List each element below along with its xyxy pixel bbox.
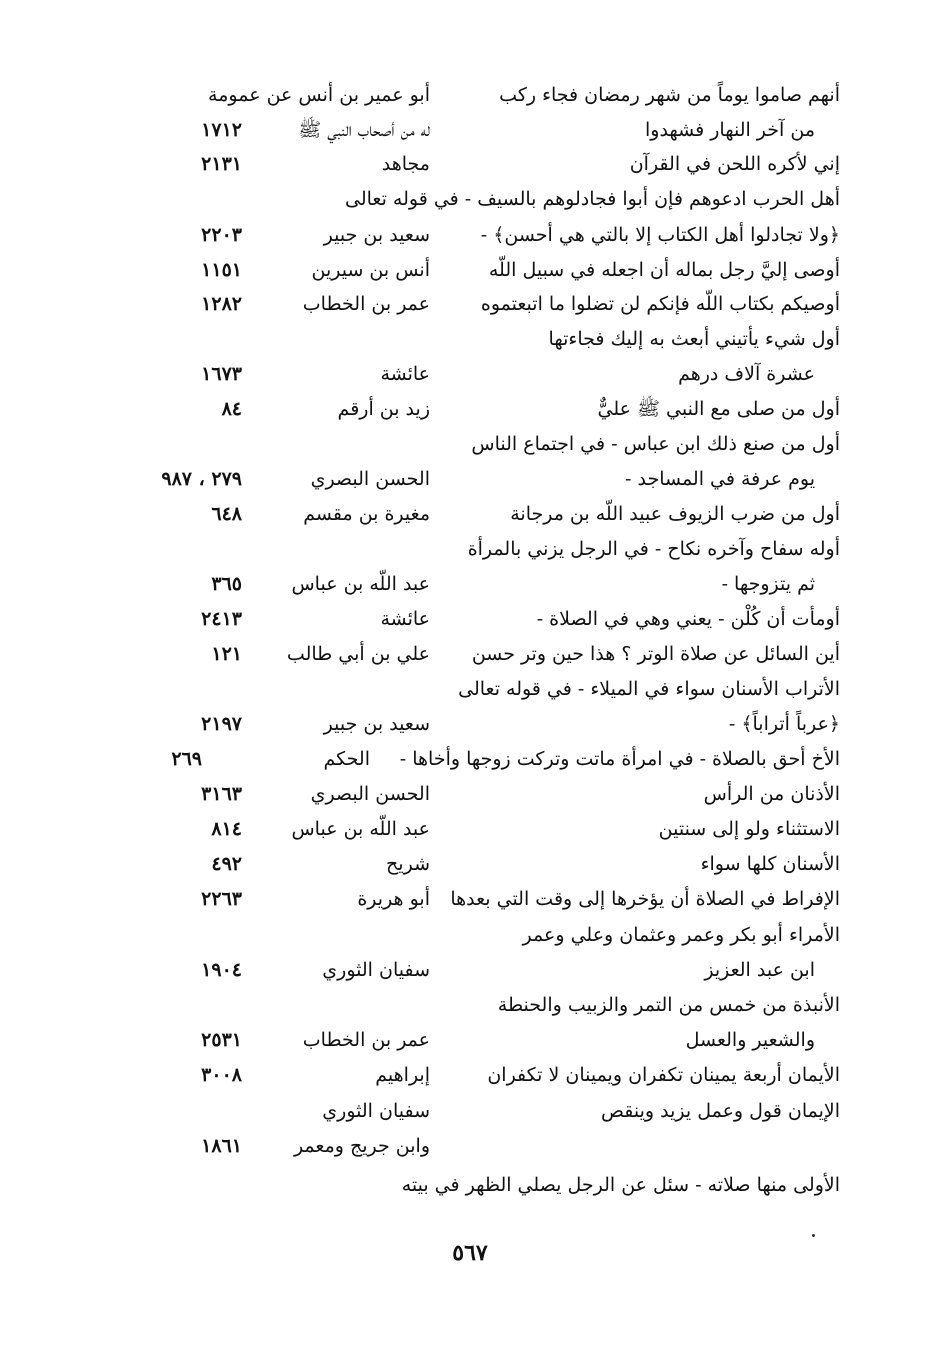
- index-entry: [0, 849, 940, 879]
- hadith-number: ٣٠٠٨: [201, 1064, 242, 1086]
- hadith-number: ١٧١٢: [201, 119, 242, 141]
- index-entry: [0, 990, 940, 1020]
- hadith-text: أول شيء يأتيني أبعث به إليك فجاءتها: [548, 328, 840, 350]
- hadith-text: يوم عرفة في المساجد -: [625, 468, 815, 490]
- index-entry: [0, 359, 940, 389]
- index-entry: [0, 955, 940, 985]
- hadith-text: الأخ أحق بالصلاة - في امرأة ماتت وتركت زوجها وأخاها -: [399, 748, 840, 770]
- index-entry: [0, 920, 940, 950]
- narrator: سعيد بن جبير: [323, 224, 430, 246]
- narrator: عبد اللّه بن عباس: [291, 818, 430, 840]
- hadith-text: أهل الحرب ادعوهم فإن أبوا فجادلوهم بالسيف - في قوله تعالى: [345, 188, 840, 210]
- index-entry: [0, 464, 940, 494]
- index-entry: [0, 1170, 940, 1200]
- index-entry: [0, 744, 940, 774]
- narrator: سفيان الثوري: [322, 1100, 430, 1122]
- hadith-text: أومأت أن كُلْن - يعني وهي في الصلاة -: [536, 608, 840, 630]
- narrator: أنس بن سيرين: [311, 259, 430, 281]
- hadith-text: الأولى منها صلاته - سئل عن الرجل يصلي الظهر في بيته: [401, 1174, 840, 1196]
- index-entry: [0, 1131, 940, 1161]
- page-number: ٥٦٧: [452, 1240, 488, 1266]
- hadith-text: أول من صنع ذلك ابن عباس - في اجتماع الناس: [471, 433, 840, 455]
- index-entry: [0, 569, 940, 599]
- hadith-number: ٢٢٦٣: [201, 888, 242, 910]
- index-entry: [0, 220, 940, 250]
- hadith-number: ٢١٣١: [201, 153, 242, 175]
- hadith-text: الأنبذة من خمس من التمر والزبيب والحنطة: [497, 994, 840, 1016]
- hadith-number: ١١٥١: [201, 259, 242, 281]
- index-entry: [0, 289, 940, 319]
- narrator: عمر بن الخطاب: [302, 293, 430, 315]
- narrator: أبو عمير بن أنس عن عمومة: [208, 84, 430, 106]
- index-entry: [0, 429, 940, 459]
- index-entry: [0, 814, 940, 844]
- narrator: عمر بن الخطاب: [302, 1029, 430, 1051]
- narrator: أبو هريرة: [357, 888, 430, 910]
- hadith-text: الأسنان كلها سواء: [700, 853, 840, 875]
- hadith-text: أول من صلى مع النبي ﷺ عليٌّ: [597, 398, 840, 420]
- hadith-number: ٤٩٢: [211, 853, 242, 875]
- index-entry: [0, 534, 940, 564]
- hadith-text: الأتراب الأسنان سواء في الميلاء - في قوله تعالى: [458, 678, 840, 700]
- index-entry: [0, 884, 940, 914]
- narrator: زيد بن أرقم: [337, 398, 430, 420]
- index-entry: [0, 499, 940, 529]
- hadith-number: ٣٦٥: [211, 573, 242, 595]
- hadith-number: ٦٤٨: [211, 503, 242, 525]
- index-entry: [0, 709, 940, 739]
- index-entry: [0, 1060, 940, 1090]
- hadith-number: ٨٤: [221, 398, 242, 420]
- index-entry: [0, 1096, 940, 1126]
- hadith-number: ١٢٨٢: [201, 293, 242, 315]
- hadith-text: ﴿ولا تجادلوا أهل الكتاب إلا بالتي هي أحسن﴾ -: [480, 224, 840, 246]
- narrator: إبراهيم: [375, 1064, 430, 1086]
- hadith-text: الإفراط في الصلاة أن يؤخرها إلى وقت التي بعدها: [450, 888, 840, 910]
- narrator: عائشة: [380, 608, 430, 630]
- hadith-text: الاستثناء ولو إلى سنتين: [658, 818, 840, 840]
- index-entry: [0, 149, 940, 179]
- hadith-number: ٣١٦٣: [201, 783, 242, 805]
- hadith-number: ٢٢٠٣: [201, 224, 242, 246]
- hadith-number: ٢١٩٧: [201, 713, 242, 735]
- narrator: علي بن أبي طالب: [286, 643, 430, 665]
- narrator: سفيان الثوري: [322, 959, 430, 981]
- hadith-number: ١٢١: [211, 643, 242, 665]
- hadith-text: من آخر النهار فشهدوا: [644, 119, 815, 141]
- index-entry: [0, 779, 940, 809]
- hadith-text: ثم يتزوجها -: [721, 573, 815, 595]
- hadith-number: ١٦٧٣: [201, 363, 242, 385]
- hadith-text: والشعير والعسل: [685, 1029, 815, 1051]
- index-entry: [0, 604, 940, 634]
- index-entry: [0, 674, 940, 704]
- narrator: عبد اللّه بن عباس: [291, 573, 430, 595]
- hadith-text: أنهم صاموا يوماً من شهر رمضان فجاء ركب: [499, 84, 840, 106]
- index-entry: [0, 255, 940, 285]
- hadith-number: ٢٤١٣: [201, 608, 242, 630]
- hadith-text: الأذنان من الرأس: [703, 783, 840, 805]
- narrator: الحكم: [323, 748, 370, 770]
- narrator: عائشة: [380, 363, 430, 385]
- hadith-text: الأمراء أبو بكر وعمر وعثمان وعلي وعمر: [522, 924, 840, 946]
- hadith-text: أوله سفاح وآخره نكاح - في الرجل يزني بالمرأة: [467, 538, 840, 560]
- narrator: الحسن البصري: [310, 783, 430, 805]
- hadith-text: الأيمان أربعة يمينان تكفران ويمينان لا تكفران: [487, 1064, 840, 1086]
- narrator: سعيد بن جبير: [323, 713, 430, 735]
- narrator: مغيرة بن مقسم: [303, 503, 430, 525]
- hadith-number: ١٩٠٤: [201, 959, 242, 981]
- hadith-text: أوصيكم بكتاب اللّه فإنكم لن تضلوا ما اتبعتموه: [480, 293, 840, 315]
- hadith-number: ٢٦٩: [171, 748, 202, 770]
- index-entry: [0, 639, 940, 669]
- hadith-text: ابن عبد العزيز: [704, 959, 815, 981]
- hadith-text: ﴿عرباً أتراباً﴾ -: [728, 713, 840, 735]
- index-entry: [0, 324, 940, 354]
- narrator: مجاهد: [381, 153, 430, 175]
- hadith-text: عشرة آلاف درهم: [678, 363, 815, 385]
- hadith-number: ١٨٦١: [201, 1135, 242, 1157]
- hadith-number: ٢٧٩ ، ٩٨٧: [161, 468, 242, 490]
- index-entry: [0, 184, 940, 214]
- hadith-text: أين السائل عن صلاة الوتر ؟ هذا حين وتر حسن: [471, 643, 840, 665]
- index-entry: [0, 1025, 940, 1055]
- index-entry: [0, 80, 940, 110]
- index-entry: [0, 115, 940, 145]
- stray-mark: [812, 1234, 815, 1237]
- narrator: له من أصحاب النبي ﷺ: [298, 119, 430, 141]
- hadith-text: أول من ضرب الزيوف عبيد اللّه بن مرجانة: [510, 503, 840, 525]
- index-entry: [0, 394, 940, 424]
- hadith-number: ٢٥٣١: [201, 1029, 242, 1051]
- hadith-number: ٨١٤: [211, 818, 242, 840]
- hadith-text: إني لأكره اللحن في القرآن: [629, 153, 840, 175]
- hadith-text: أوصى إليَّ رجل بماله أن اجعله في سبيل اللّه: [488, 259, 840, 281]
- narrator: وابن جريج ومعمر: [293, 1135, 430, 1157]
- hadith-text: الإيمان قول وعمل يزيد وينقص: [601, 1100, 840, 1122]
- narrator: شريح: [386, 853, 430, 875]
- narrator: الحسن البصري: [310, 468, 430, 490]
